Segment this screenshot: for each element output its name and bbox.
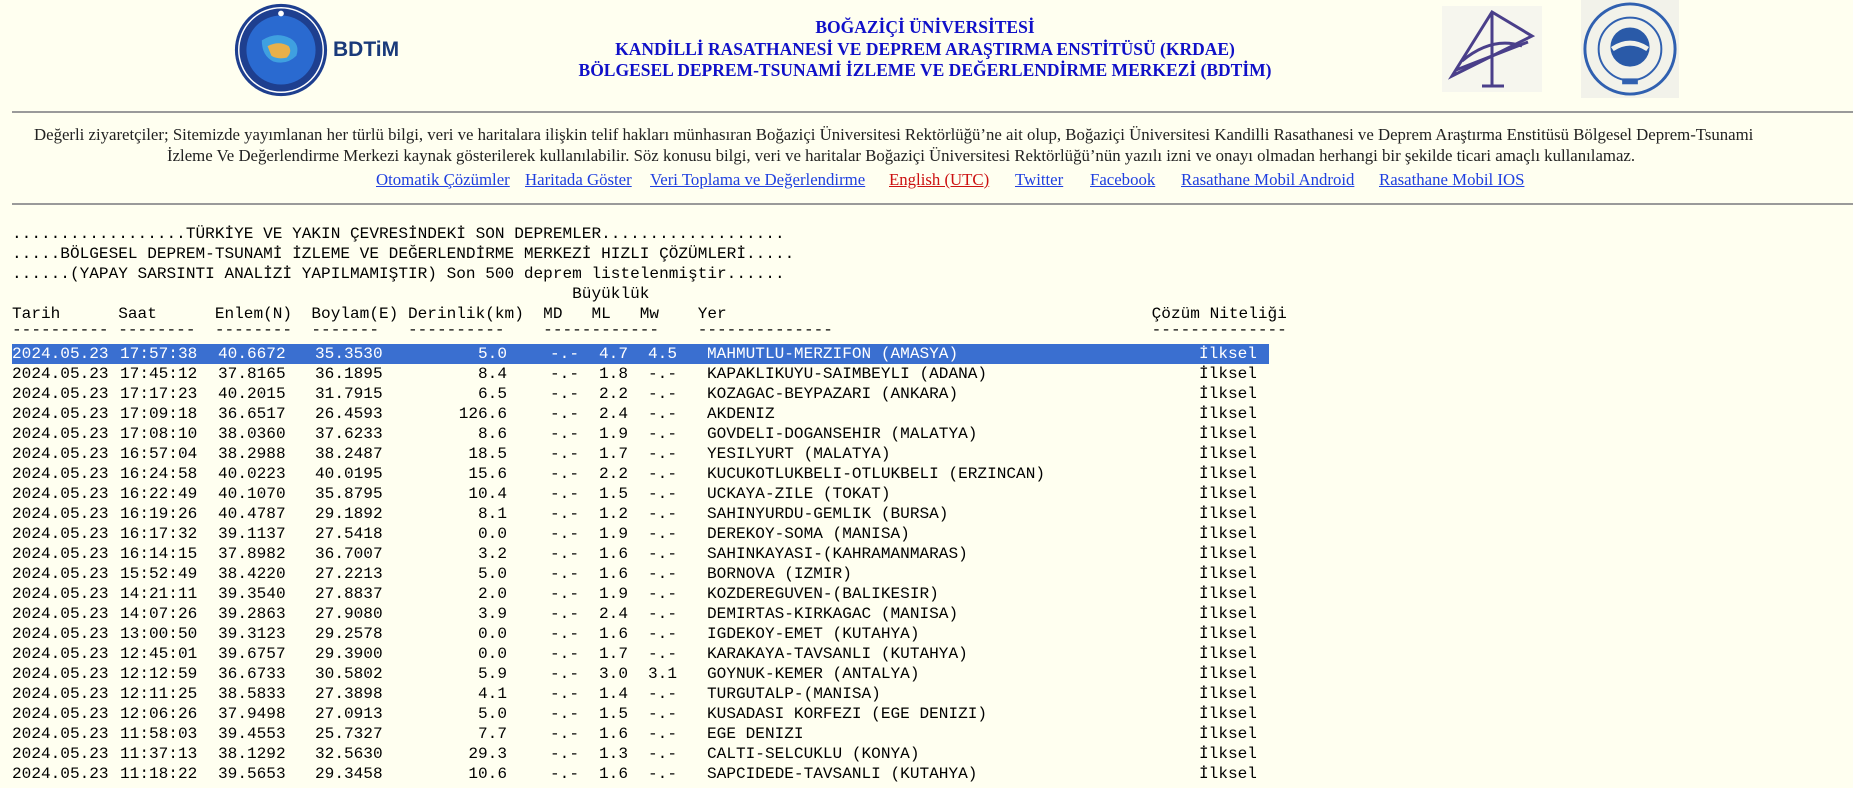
row-depth: 0.0 bbox=[478, 525, 507, 543]
row-latitude: 39.3123 bbox=[218, 625, 286, 643]
row-time: 16:19:26 bbox=[120, 505, 198, 523]
row-md: -.- bbox=[550, 345, 579, 363]
row-md: -.- bbox=[550, 425, 579, 443]
row-time: 16:22:49 bbox=[120, 485, 198, 503]
magnitude-group-header: Büyüklük bbox=[12, 285, 650, 303]
row-location: DEMIRTAS-KIRKAGAC (MANISA) bbox=[707, 605, 959, 623]
krdae-logo[interactable] bbox=[1441, 6, 1543, 92]
row-latitude: 36.6517 bbox=[218, 405, 286, 423]
row-depth: 0.0 bbox=[478, 645, 507, 663]
row-md: -.- bbox=[550, 585, 579, 603]
row-depth: 8.1 bbox=[478, 505, 507, 523]
row-location: KOZAGAC-BEYPAZARI (ANKARA) bbox=[707, 385, 959, 403]
earthquake-row[interactable] bbox=[12, 404, 1272, 424]
row-date: 2024.05.23 bbox=[12, 485, 109, 503]
row-date: 2024.05.23 bbox=[12, 405, 109, 423]
row-date: 2024.05.23 bbox=[12, 725, 109, 743]
row-depth: 3.9 bbox=[478, 605, 507, 623]
earthquake-row[interactable] bbox=[12, 344, 1269, 364]
row-solution-quality: İlksel bbox=[1199, 485, 1257, 503]
link-twitter[interactable]: Twitter bbox=[1015, 170, 1064, 189]
row-location: EGE DENIZI bbox=[707, 725, 804, 743]
row-longitude: 27.5418 bbox=[315, 525, 383, 543]
header-divider bbox=[12, 111, 1853, 113]
row-location: DEREKOY-SOMA (MANISA) bbox=[707, 525, 910, 543]
row-date: 2024.05.23 bbox=[12, 665, 109, 683]
row-depth: 5.0 bbox=[478, 345, 507, 363]
row-date: 2024.05.23 bbox=[12, 625, 109, 643]
row-longitude: 35.8795 bbox=[315, 485, 383, 503]
link-facebook[interactable]: Facebook bbox=[1090, 170, 1156, 189]
row-md: -.- bbox=[550, 365, 579, 383]
row-md: -.- bbox=[550, 765, 579, 783]
row-md: -.- bbox=[550, 625, 579, 643]
row-ml: 1.2 bbox=[599, 505, 628, 523]
row-longitude: 29.3458 bbox=[315, 765, 383, 783]
page-header bbox=[0, 0, 1853, 110]
row-location: KUCUKOTLUKBELI-OTLUKBELI (ERZINCAN) bbox=[707, 465, 1046, 483]
earthquake-row[interactable] bbox=[12, 604, 1272, 624]
row-depth: 126.6 bbox=[458, 405, 507, 423]
row-time: 17:08:10 bbox=[120, 425, 198, 443]
row-latitude: 36.6733 bbox=[218, 665, 286, 683]
link-data-collection[interactable]: Veri Toplama ve Değerlendirme bbox=[650, 170, 866, 189]
row-md: -.- bbox=[550, 505, 579, 523]
column-headers bbox=[12, 284, 1287, 324]
row-latitude: 40.4787 bbox=[218, 505, 286, 523]
row-longitude: 27.3898 bbox=[315, 685, 383, 703]
row-depth: 3.2 bbox=[478, 545, 507, 563]
row-longitude: 36.7007 bbox=[315, 545, 383, 563]
link-show-on-map[interactable]: Haritada Göster bbox=[525, 170, 632, 189]
row-solution-quality: İlksel bbox=[1199, 425, 1257, 443]
title-krdae: KANDİLLİ RASATHANESİ VE DEPREM ARAŞTIRMA ENSTİTÜSÜ (KRDAE) bbox=[615, 38, 1235, 59]
row-date: 2024.05.23 bbox=[12, 505, 109, 523]
row-ml: 1.6 bbox=[599, 625, 628, 643]
row-location: SAPCIDEDE-TAVSANLI (KUTAHYA) bbox=[707, 765, 978, 783]
row-time: 12:06:26 bbox=[120, 705, 198, 723]
earthquake-row[interactable] bbox=[12, 764, 1272, 784]
row-longitude: 32.5630 bbox=[315, 745, 383, 763]
row-time: 14:07:26 bbox=[120, 605, 198, 623]
earthquake-row[interactable] bbox=[12, 744, 1272, 764]
row-longitude: 29.1892 bbox=[315, 505, 383, 523]
row-ml: 2.2 bbox=[599, 465, 628, 483]
row-depth: 5.0 bbox=[478, 565, 507, 583]
row-longitude: 25.7327 bbox=[315, 725, 383, 743]
row-longitude: 31.7915 bbox=[315, 385, 383, 403]
row-mw: -.- bbox=[648, 625, 677, 643]
row-latitude: 37.8982 bbox=[218, 545, 286, 563]
row-time: 12:45:01 bbox=[120, 645, 198, 663]
row-solution-quality: İlksel bbox=[1199, 505, 1257, 523]
row-location: GOVDELI-DOGANSEHIR (MALATYA) bbox=[707, 425, 978, 443]
row-ml: 1.9 bbox=[599, 585, 628, 603]
row-time: 17:09:18 bbox=[120, 405, 198, 423]
links-divider bbox=[12, 203, 1853, 205]
listing-title-line1: ..................TÜRKİYE VE YAKIN ÇEVRESİNDEKİ SON DEPREMLER................... bbox=[12, 225, 785, 243]
row-mw: -.- bbox=[648, 565, 677, 583]
row-latitude: 39.1137 bbox=[218, 525, 286, 543]
row-latitude: 38.0360 bbox=[218, 425, 286, 443]
row-time: 17:17:23 bbox=[120, 385, 198, 403]
row-location: KOZDEREGUVEN-(BALIKESIR) bbox=[707, 585, 939, 603]
row-location: TURGUTALP-(MANISA) bbox=[707, 685, 881, 703]
row-latitude: 38.5833 bbox=[218, 685, 286, 703]
row-location: KUSADASI KORFEZI (EGE DENIZI) bbox=[707, 705, 988, 723]
bogazici-university-logo[interactable] bbox=[1581, 0, 1679, 98]
row-latitude: 40.1070 bbox=[218, 485, 286, 503]
row-longitude: 27.2213 bbox=[315, 565, 383, 583]
row-latitude: 39.3540 bbox=[218, 585, 286, 603]
row-longitude: 37.6233 bbox=[315, 425, 383, 443]
row-time: 11:37:13 bbox=[120, 745, 198, 763]
row-md: -.- bbox=[550, 385, 579, 403]
column-separator: ---------- -------- -------- ------- ---------- ------------ -------------- -------------- bbox=[12, 321, 1287, 339]
row-time: 16:57:04 bbox=[120, 445, 198, 463]
row-ml: 1.3 bbox=[599, 745, 628, 763]
copyright-notice-line2: İzleme Ve Değerlendirme Merkezi kaynak gösterilerek kullanılabilir. Söz konusu bilgi, veri ve haritalar Boğaziçi Üniversitesi Rektörlüğü’nün yazılı izni ve onayı olmadan herhangi bir şekilde ticari amaçlı kullanılamaz. bbox=[167, 146, 1636, 165]
row-md: -.- bbox=[550, 685, 579, 703]
row-solution-quality: İlksel bbox=[1199, 385, 1257, 403]
earthquake-row[interactable] bbox=[12, 524, 1272, 544]
row-ml: 4.7 bbox=[599, 345, 628, 363]
row-location: AKDENIZ bbox=[707, 405, 775, 423]
row-longitude: 38.2487 bbox=[315, 445, 383, 463]
earthquake-row[interactable] bbox=[12, 384, 1272, 404]
row-mw: -.- bbox=[648, 725, 677, 743]
row-solution-quality: İlksel bbox=[1199, 725, 1257, 743]
row-latitude: 40.6672 bbox=[218, 345, 286, 363]
row-location: BORNOVA (IZMIR) bbox=[707, 565, 852, 583]
row-date: 2024.05.23 bbox=[12, 565, 109, 583]
row-depth: 7.7 bbox=[478, 725, 507, 743]
row-mw: -.- bbox=[648, 645, 677, 663]
row-ml: 1.6 bbox=[599, 565, 628, 583]
row-mw: -.- bbox=[648, 545, 677, 563]
row-md: -.- bbox=[550, 705, 579, 723]
row-solution-quality: İlksel bbox=[1199, 345, 1257, 363]
row-location: MAHMUTLU-MERZIFON (AMASYA) bbox=[707, 345, 959, 363]
row-latitude: 40.2015 bbox=[218, 385, 286, 403]
row-mw: -.- bbox=[648, 465, 677, 483]
row-date: 2024.05.23 bbox=[12, 425, 109, 443]
row-ml: 1.6 bbox=[599, 765, 628, 783]
row-depth: 18.5 bbox=[468, 445, 507, 463]
row-solution-quality: İlksel bbox=[1199, 465, 1257, 483]
row-depth: 0.0 bbox=[478, 625, 507, 643]
row-date: 2024.05.23 bbox=[12, 445, 109, 463]
row-depth: 2.0 bbox=[478, 585, 507, 603]
link-english-utc[interactable]: English (UTC) bbox=[889, 170, 990, 189]
earthquake-row[interactable] bbox=[12, 704, 1272, 724]
earthquake-row[interactable] bbox=[12, 564, 1272, 584]
row-date: 2024.05.23 bbox=[12, 385, 109, 403]
row-longitude: 29.2578 bbox=[315, 625, 383, 643]
row-longitude: 36.1895 bbox=[315, 365, 383, 383]
row-date: 2024.05.23 bbox=[12, 645, 109, 663]
row-ml: 1.9 bbox=[599, 525, 628, 543]
row-ml: 1.6 bbox=[599, 545, 628, 563]
institution-titles bbox=[420, 17, 1430, 82]
row-date: 2024.05.23 bbox=[12, 685, 109, 703]
row-ml: 2.4 bbox=[599, 405, 628, 423]
row-date: 2024.05.23 bbox=[12, 465, 109, 483]
row-date: 2024.05.23 bbox=[12, 365, 109, 383]
row-ml: 1.7 bbox=[599, 445, 628, 463]
listing-title-line2: .....BÖLGESEL DEPREM-TSUNAMİ İZLEME VE DEĞERLENDİRME MERKEZİ HIZLI ÇÖZÜMLERİ..... bbox=[12, 245, 795, 263]
row-latitude: 39.4553 bbox=[218, 725, 286, 743]
row-time: 15:52:49 bbox=[120, 565, 198, 583]
row-date: 2024.05.23 bbox=[12, 525, 109, 543]
earthquake-row[interactable] bbox=[12, 504, 1272, 524]
row-depth: 5.0 bbox=[478, 705, 507, 723]
row-md: -.- bbox=[550, 745, 579, 763]
row-ml: 2.4 bbox=[599, 605, 628, 623]
row-latitude: 39.6757 bbox=[218, 645, 286, 663]
row-time: 12:12:59 bbox=[120, 665, 198, 683]
row-mw: -.- bbox=[648, 585, 677, 603]
earthquake-row[interactable] bbox=[12, 544, 1272, 564]
row-date: 2024.05.23 bbox=[12, 745, 109, 763]
row-longitude: 27.0913 bbox=[315, 705, 383, 723]
listing-title-line3: ......(YAPAY SARSINTI ANALİZİ YAPILMAMIŞTIR) Son 500 deprem listelenmiştir...... bbox=[12, 265, 785, 283]
earthquake-row[interactable] bbox=[12, 484, 1272, 504]
row-mw: -.- bbox=[648, 525, 677, 543]
row-location: UCKAYA-ZILE (TOKAT) bbox=[707, 485, 891, 503]
row-location: KARAKAYA-TAVSANLI (KUTAHYA) bbox=[707, 645, 968, 663]
row-latitude: 39.2863 bbox=[218, 605, 286, 623]
row-depth: 8.6 bbox=[478, 425, 507, 443]
earthquake-row[interactable] bbox=[12, 664, 1272, 684]
row-latitude: 37.8165 bbox=[218, 365, 286, 383]
row-mw: -.- bbox=[648, 505, 677, 523]
earthquake-row[interactable] bbox=[12, 624, 1272, 644]
earthquake-row[interactable] bbox=[12, 684, 1272, 704]
row-md: -.- bbox=[550, 645, 579, 663]
earthquake-row[interactable] bbox=[12, 464, 1272, 484]
row-time: 16:17:32 bbox=[120, 525, 198, 543]
row-depth: 29.3 bbox=[468, 745, 507, 763]
title-bdtim: BÖLGESEL DEPREM-TSUNAMİ İZLEME VE DEĞERLENDİRME MERKEZİ (BDTİM) bbox=[578, 60, 1272, 80]
row-md: -.- bbox=[550, 665, 579, 683]
row-time: 11:18:22 bbox=[120, 765, 198, 783]
row-ml: 2.2 bbox=[599, 385, 628, 403]
row-ml: 1.8 bbox=[599, 365, 628, 383]
row-solution-quality: İlksel bbox=[1199, 665, 1257, 683]
row-location: SAHINYURDU-GEMLIK (BURSA) bbox=[707, 505, 949, 523]
row-longitude: 27.8837 bbox=[315, 585, 383, 603]
row-depth: 10.6 bbox=[468, 765, 507, 783]
row-mw: -.- bbox=[648, 765, 677, 783]
row-ml: 1.9 bbox=[599, 425, 628, 443]
row-date: 2024.05.23 bbox=[12, 705, 109, 723]
row-solution-quality: İlksel bbox=[1199, 645, 1257, 663]
row-longitude: 30.5802 bbox=[315, 665, 383, 683]
row-mw: -.- bbox=[648, 385, 677, 403]
row-mw: -.- bbox=[648, 685, 677, 703]
earthquake-row[interactable] bbox=[12, 364, 1272, 384]
link-mobile-android[interactable]: Rasathane Mobil Android bbox=[1181, 170, 1355, 189]
row-latitude: 38.4220 bbox=[218, 565, 286, 583]
copyright-notice-line1: Değerli ziyaretçiler; Sitemizde yayımlanan her türlü bilgi, veri ve haritalara ilişkin telif hakları münhasıran Boğaziçi Üniversitesi Rektörlüğü’ne ait olup, Boğaziçi Üniversitesi Kandilli Rasathanesi ve Deprem Araştırma Enstitüsü Bölgesel Deprem-Tsunami bbox=[34, 125, 1754, 144]
row-solution-quality: İlksel bbox=[1199, 585, 1257, 603]
row-location: KAPAKLIKUYU-SAIMBEYLI (ADANA) bbox=[707, 365, 988, 383]
row-ml: 1.6 bbox=[599, 725, 628, 743]
row-md: -.- bbox=[550, 565, 579, 583]
row-mw: -.- bbox=[648, 445, 677, 463]
row-md: -.- bbox=[550, 465, 579, 483]
row-depth: 5.9 bbox=[478, 665, 507, 683]
row-time: 16:14:15 bbox=[120, 545, 198, 563]
row-location: IGDEKOY-EMET (KUTAHYA) bbox=[707, 625, 920, 643]
row-time: 17:45:12 bbox=[120, 365, 198, 383]
row-depth: 15.6 bbox=[468, 465, 507, 483]
row-date: 2024.05.23 bbox=[12, 585, 109, 603]
row-solution-quality: İlksel bbox=[1199, 565, 1257, 583]
row-mw: -.- bbox=[648, 425, 677, 443]
row-date: 2024.05.23 bbox=[12, 765, 109, 783]
earthquake-row[interactable] bbox=[12, 584, 1272, 604]
row-ml: 3.0 bbox=[599, 665, 628, 683]
row-location: GOYNUK-KEMER (ANTALYA) bbox=[707, 665, 920, 683]
row-latitude: 38.2988 bbox=[218, 445, 286, 463]
link-automatic-solutions[interactable]: Otomatik Çözümler bbox=[376, 170, 510, 189]
row-solution-quality: İlksel bbox=[1199, 705, 1257, 723]
earthquake-row[interactable] bbox=[12, 724, 1272, 744]
row-longitude: 35.3530 bbox=[315, 345, 383, 363]
row-longitude: 27.9080 bbox=[315, 605, 383, 623]
earthquake-row[interactable] bbox=[12, 444, 1272, 464]
row-solution-quality: İlksel bbox=[1199, 765, 1257, 783]
row-depth: 6.5 bbox=[478, 385, 507, 403]
row-time: 14:21:11 bbox=[120, 585, 198, 603]
bdtim-logo-text: BDTiM bbox=[333, 38, 400, 61]
row-ml: 1.4 bbox=[599, 685, 628, 703]
row-ml: 1.5 bbox=[599, 485, 628, 503]
row-mw: -.- bbox=[648, 605, 677, 623]
row-mw: 4.5 bbox=[648, 345, 677, 363]
row-date: 2024.05.23 bbox=[12, 605, 109, 623]
row-md: -.- bbox=[550, 485, 579, 503]
row-time: 12:11:25 bbox=[120, 685, 198, 703]
row-ml: 1.5 bbox=[599, 705, 628, 723]
row-solution-quality: İlksel bbox=[1199, 525, 1257, 543]
title-university: BOĞAZİÇİ ÜNİVERSİTESİ bbox=[815, 17, 1035, 37]
link-mobile-ios[interactable]: Rasathane Mobil IOS bbox=[1379, 170, 1525, 189]
row-mw: 3.1 bbox=[648, 665, 677, 683]
row-md: -.- bbox=[550, 725, 579, 743]
row-md: -.- bbox=[550, 545, 579, 563]
row-time: 13:00:50 bbox=[120, 625, 198, 643]
row-depth: 10.4 bbox=[468, 485, 507, 503]
row-mw: -.- bbox=[648, 405, 677, 423]
column-header-row: Tarih Saat Enlem(N) Boylam(E) Derinlik(km) MD ML Mw Yer Çözüm Niteliği bbox=[12, 305, 1287, 323]
row-mw: -.- bbox=[648, 365, 677, 383]
row-time: 11:58:03 bbox=[120, 725, 198, 743]
row-longitude: 40.0195 bbox=[315, 465, 383, 483]
row-latitude: 40.0223 bbox=[218, 465, 286, 483]
row-ml: 1.7 bbox=[599, 645, 628, 663]
row-solution-quality: İlksel bbox=[1199, 365, 1257, 383]
row-solution-quality: İlksel bbox=[1199, 405, 1257, 423]
row-latitude: 39.5653 bbox=[218, 765, 286, 783]
earthquake-row[interactable] bbox=[12, 644, 1272, 664]
row-mw: -.- bbox=[648, 705, 677, 723]
copyright-notice bbox=[12, 124, 1853, 166]
row-solution-quality: İlksel bbox=[1199, 545, 1257, 563]
bdtim-logo[interactable] bbox=[233, 2, 329, 98]
row-longitude: 29.3900 bbox=[315, 645, 383, 663]
row-latitude: 38.1292 bbox=[218, 745, 286, 763]
row-md: -.- bbox=[550, 525, 579, 543]
row-md: -.- bbox=[550, 445, 579, 463]
row-location: YESILYURT (MALATYA) bbox=[707, 445, 891, 463]
row-md: -.- bbox=[550, 405, 579, 423]
row-mw: -.- bbox=[648, 745, 677, 763]
row-location: CALTI-SELCUKLU (KONYA) bbox=[707, 745, 920, 763]
row-solution-quality: İlksel bbox=[1199, 625, 1257, 643]
row-mw: -.- bbox=[648, 485, 677, 503]
row-solution-quality: İlksel bbox=[1199, 445, 1257, 463]
row-date: 2024.05.23 bbox=[12, 345, 109, 363]
row-latitude: 37.9498 bbox=[218, 705, 286, 723]
row-longitude: 26.4593 bbox=[315, 405, 383, 423]
row-solution-quality: İlksel bbox=[1199, 685, 1257, 703]
row-date: 2024.05.23 bbox=[12, 545, 109, 563]
row-time: 17:57:38 bbox=[120, 345, 198, 363]
row-depth: 4.1 bbox=[478, 685, 507, 703]
row-solution-quality: İlksel bbox=[1199, 745, 1257, 763]
earthquake-list bbox=[12, 344, 1272, 784]
earthquake-row[interactable] bbox=[12, 424, 1272, 444]
row-location: SAHINKAYASI-(KAHRAMANMARAS) bbox=[707, 545, 968, 563]
row-depth: 8.4 bbox=[478, 365, 507, 383]
row-time: 16:24:58 bbox=[120, 465, 198, 483]
listing-header bbox=[12, 224, 794, 284]
row-md: -.- bbox=[550, 605, 579, 623]
row-solution-quality: İlksel bbox=[1199, 605, 1257, 623]
